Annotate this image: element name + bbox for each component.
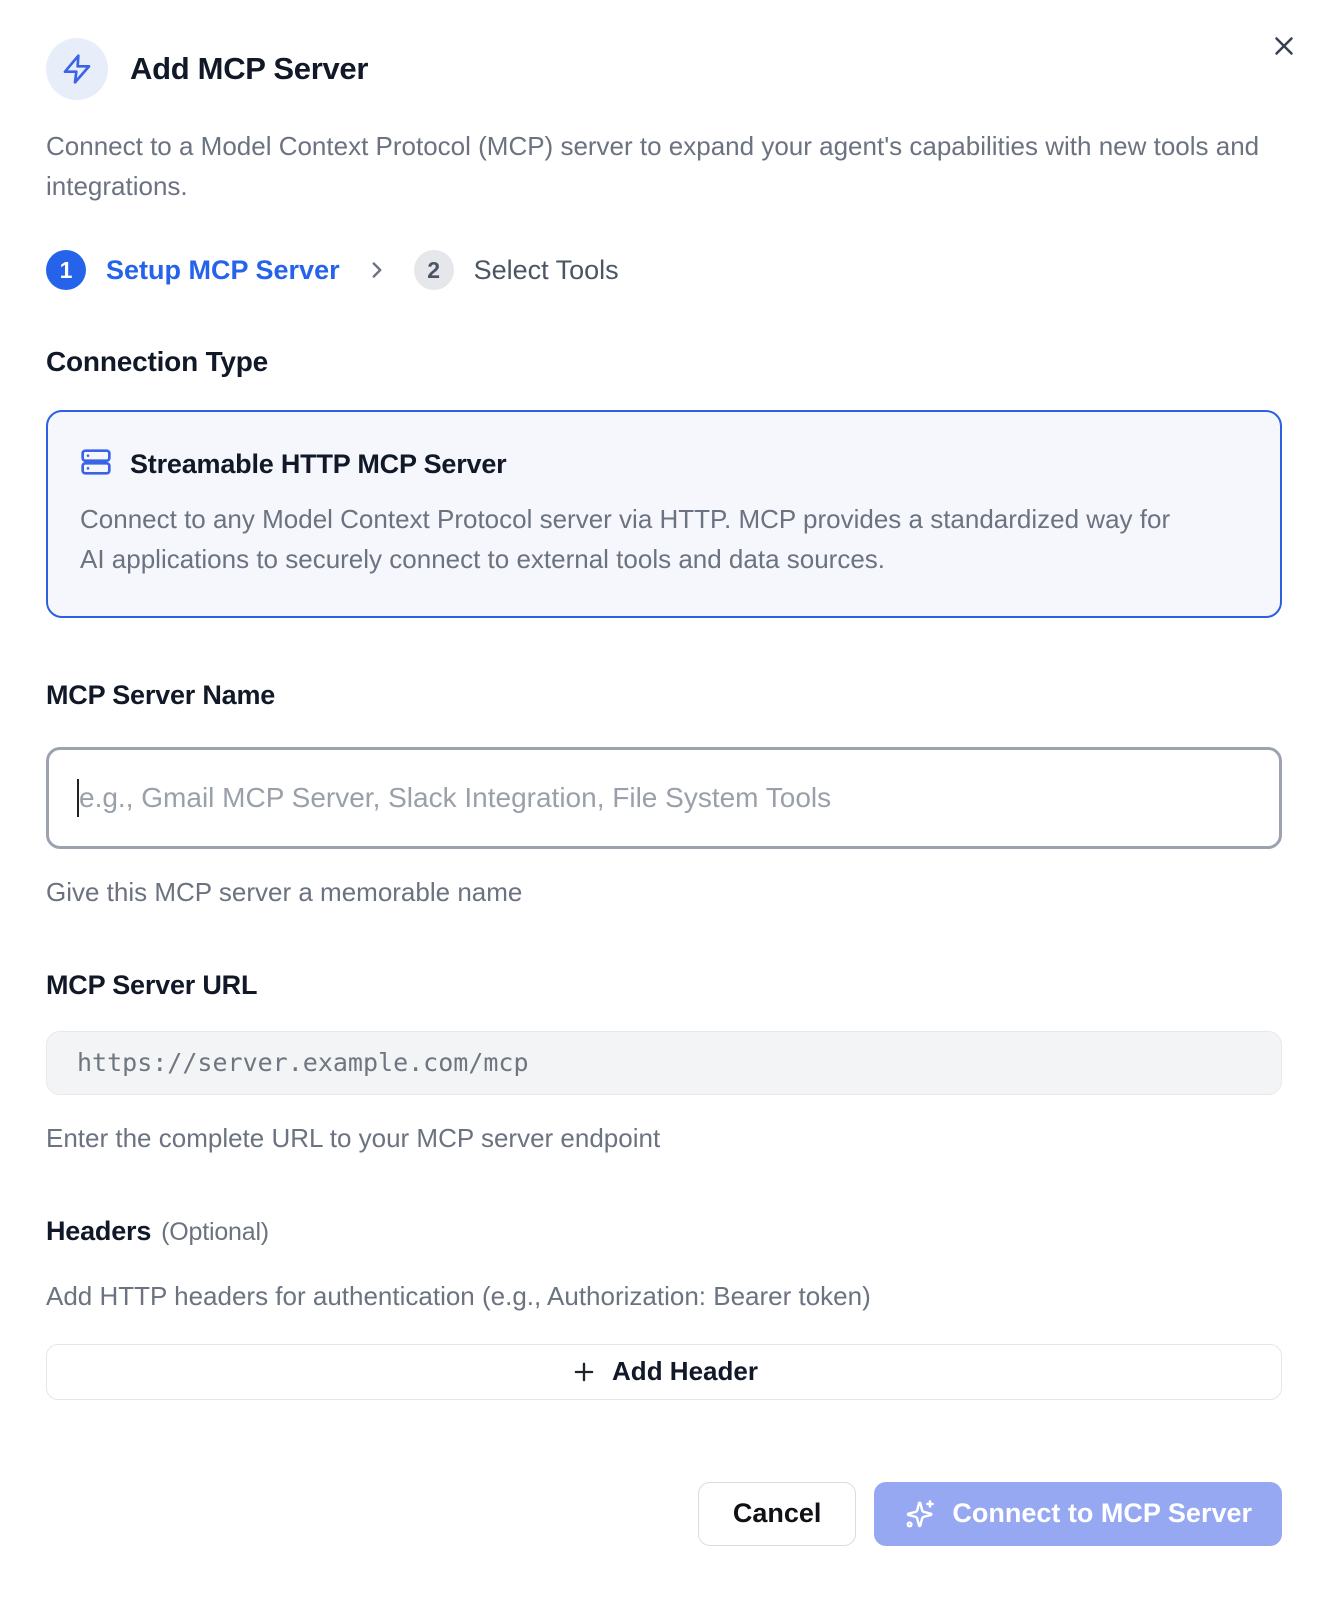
- close-icon[interactable]: [1262, 24, 1306, 68]
- headers-optional-tag: (Optional): [161, 1217, 269, 1246]
- plus-icon: [570, 1358, 598, 1386]
- add-header-button-label: Add Header: [612, 1356, 758, 1387]
- step-setup-mcp-server[interactable]: [46, 250, 340, 290]
- connection-card-title: Streamable HTTP MCP Server: [130, 449, 507, 480]
- connect-to-mcp-server-button[interactable]: [874, 1482, 1282, 1546]
- connection-type-card-streamable-http[interactable]: [46, 410, 1282, 618]
- headers-helper: Add HTTP headers for authentication (e.g., Authorization: Bearer token): [46, 1280, 871, 1311]
- connection-card-description: Connect to any Model Context Protocol server via HTTP. MCP provides a standardized way for AI applications to securely connect to external tools and data sources.: [80, 504, 1171, 575]
- server-name-label: MCP Server Name: [46, 679, 276, 710]
- server-url-label: MCP Server URL: [46, 969, 258, 1000]
- step-select-tools[interactable]: [414, 250, 619, 290]
- modal-footer: [46, 1482, 1282, 1546]
- server-url-helper: Enter the complete URL to your MCP server endpoint: [46, 1122, 661, 1153]
- modal-description: Connect to a Model Context Protocol (MCP) server to expand your agent's capabilities with new tools and integrations.: [46, 131, 1260, 202]
- zap-icon: [46, 38, 108, 100]
- step-label: Select Tools: [473, 254, 619, 285]
- server-url-input[interactable]: [46, 1031, 1282, 1095]
- headers-label-text: Headers: [46, 1215, 152, 1246]
- cancel-button[interactable]: Cancel: [698, 1482, 857, 1546]
- connect-button-label: Connect to MCP Server: [952, 1498, 1252, 1529]
- step-number-badge: 1: [46, 250, 86, 290]
- server-name-input[interactable]: [46, 747, 1282, 849]
- sparkles-icon: [904, 1498, 936, 1530]
- connection-type-heading: Connection Type: [46, 346, 269, 378]
- chevron-right-icon: [364, 257, 390, 283]
- step-number-badge: 2: [414, 250, 454, 290]
- step-label: Setup MCP Server: [106, 254, 340, 285]
- server-name-helper: Give this MCP server a memorable name: [46, 876, 523, 907]
- step-indicator: [46, 250, 1282, 290]
- headers-label: [46, 1216, 1282, 1247]
- modal-header: [46, 38, 1282, 100]
- add-header-button[interactable]: [46, 1344, 1282, 1400]
- server-icon: [80, 446, 112, 483]
- modal-title: Add MCP Server: [130, 51, 369, 86]
